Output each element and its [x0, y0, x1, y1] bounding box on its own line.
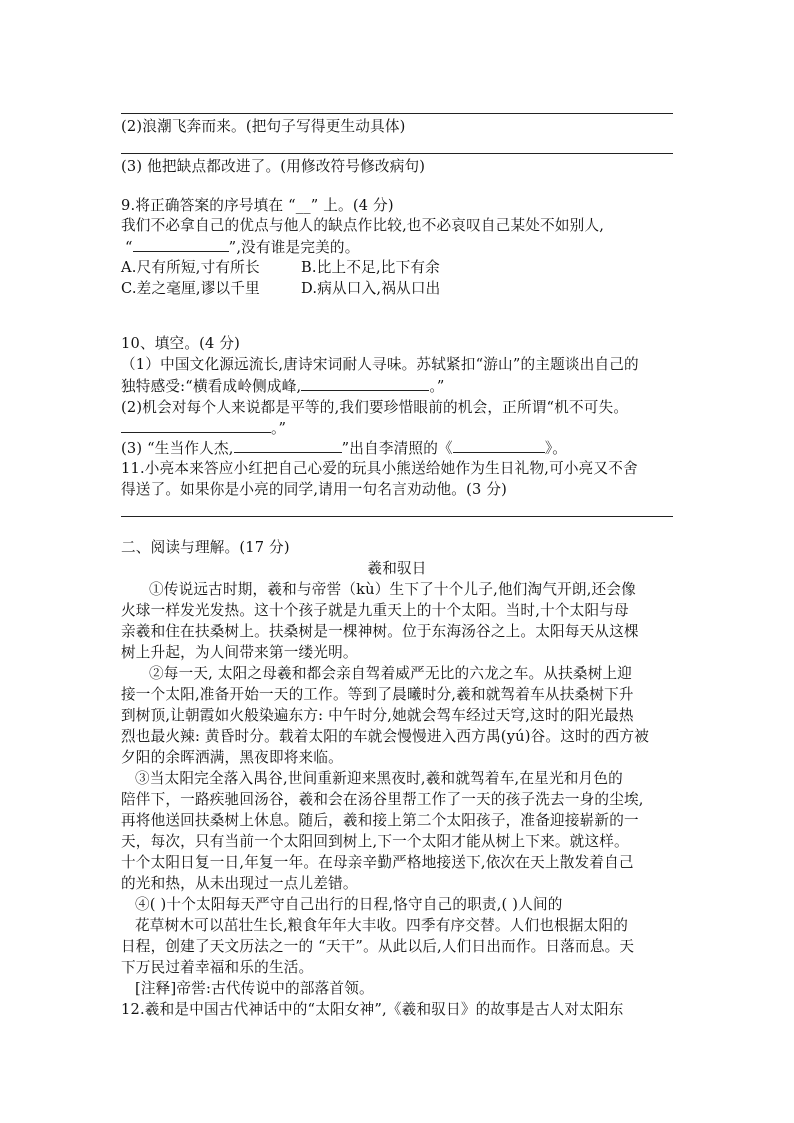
article-line: 天，每次，只有当前一个太阳回到树上,下一个太阳才能从树上下来。就这样。 — [121, 833, 629, 850]
q9-open-quote: “ — [125, 239, 133, 256]
q10-p3-answer-blank-1[interactable] — [234, 438, 342, 453]
q9-option-d: D.病从口入,祸从口出 — [301, 280, 441, 297]
q9-line1: 我们不必拿自己的优点与他人的缺点作比较,也不必哀叹自己某处不如别人, — [121, 217, 605, 234]
article-line: 陪伴下，一路疾驰回汤谷，羲和会在汤谷里帮工作了一天的孩子洗去一身的尘埃, — [121, 791, 644, 808]
q9-close-text: ”,没有谁是完美的。 — [228, 239, 360, 256]
article-note: [注释]帝喾:古代传说中的部落首领。 — [135, 980, 374, 997]
article-line: ②每一天, 太阳之母羲和都会亲自驾着威严无比的六龙之车。从扶桑树上迎 — [149, 665, 633, 682]
article-line: ①传说远古时期，羲和与帝喾（kù）生下了十个儿子,他们淘气开朗,还会像 — [149, 581, 636, 598]
q9-title: 9.将正确答案的序号填在 “__” 上。(4 分) — [121, 197, 394, 214]
q10-title: 10、填空。(4 分) — [121, 335, 241, 352]
q9-option-a: A.尺有所短,寸有所长 — [121, 259, 260, 276]
q8-item2: (2)浪潮飞奔而来。(把句子写得更生动具体) — [121, 118, 406, 135]
q11-line2: 得送了。如果你是小亮的同学,请用一句名言劝动他。(3 分) — [121, 481, 508, 498]
article-line: 夕阳的余晖洒满，黑夜即将来临。 — [121, 749, 343, 766]
article-line: 火球一样发光发热。这十个孩子就是九重天上的十个太阳。当时,十个太阳与母 — [121, 602, 629, 619]
q10-p2-end: 。” — [271, 420, 287, 437]
article-title: 羲和驭日 — [367, 560, 427, 577]
article-line: 下万民过着幸福和乐的生活。 — [121, 959, 314, 976]
q10-p2-line1: (2)机会对每个人来说都是平等的,我们要珍惜眼前的机会，正所谓“机不可失。 — [121, 399, 629, 416]
article-line: 的光和热，从未出现过一点儿差错。 — [121, 875, 358, 892]
q10-p1-text: 独特感受:“横看成岭侧成峰, — [121, 378, 302, 395]
article-line: 亲羲和住在扶桑树上。扶桑树是一棵神树。位于东海汤谷之上。太阳每天从这棵 — [121, 623, 639, 640]
q10-p1-end: 。” — [429, 378, 445, 395]
q10-p1-answer-blank[interactable] — [301, 376, 429, 391]
q10-p3-text-c: 》。 — [544, 440, 568, 457]
q10-p3 — [121, 438, 567, 458]
q10-p1-line2 — [121, 376, 445, 396]
article-line: 十个太阳日复一日,年复一年。在母亲辛勤严格地接送下,依次在天上散发着自己 — [121, 854, 634, 871]
q8-item3: (3) 他把缺点都改进了。(用修改符号修改病句) — [121, 158, 426, 175]
q9-answer-blank[interactable] — [133, 237, 229, 252]
answer-line — [121, 113, 673, 114]
article-line: 再将他送回扶桑树上休息。随后，羲和接上第二个太阳孩子，准备迎接崭新的一 — [121, 812, 639, 829]
q10-p1-line1: （1）中国文化源远流长,唐诗宋词耐人寻味。苏轼紧扣“游山”的主题谈出自己的 — [121, 356, 639, 373]
article-line: ③当太阳完全落入禺谷,世间重新迎来黑夜时,羲和就驾着车,在星光和月色的 — [135, 770, 623, 787]
answer-line — [121, 516, 673, 517]
q11-line1: 11.小亮本来答应小红把自己心爱的玩具小熊送给她作为生日礼物,可小亮又不舍 — [121, 460, 638, 477]
article-line: 接一个太阳,准备开始一天的工作。等到了晨曦时分,羲和就驾着车从扶桑树下升 — [121, 686, 634, 703]
answer-line — [121, 153, 673, 154]
article-line: 花草树木可以茁壮生长,粮食年年大丰收。四季有序交替。人们也根据太阳的 — [135, 917, 629, 934]
q9-option-b: B.比上不足,比下有余 — [301, 259, 440, 276]
q9-option-c: C.差之毫厘,谬以千里 — [121, 280, 260, 297]
q10-p2-line2 — [121, 418, 286, 438]
q10-p2-answer-blank[interactable] — [121, 418, 271, 433]
q10-p3-answer-blank-2[interactable] — [453, 438, 545, 453]
q12-line1: 12.羲和是中国古代神话中的“太阳女神”,《羲和驭日》的故事是古人对太阳东 — [121, 1001, 624, 1018]
section2-heading: 二、阅读与理解。(17 分) — [121, 539, 290, 556]
article-line: ④( )十个太阳每天严守自己出行的日程,恪守自己的职责,( )人间的 — [135, 896, 563, 913]
article-line: 树上升起，为人间带来第一缕光明。 — [121, 644, 358, 661]
q10-p3-text-a: (3) “生当作人杰, — [121, 440, 234, 457]
article-line: 烈也最火辣: 黄昏时分。载着太阳的车就会慢慢进入西方禺(yú)谷。这时的西方被 — [121, 728, 649, 745]
q10-p3-text-b: ”出自李清照的《 — [341, 440, 453, 457]
q9-line2 — [125, 237, 360, 257]
article-line: 到树顶,让朝霞如火般染遍东方: 中午时分,她就会驾车经过天穹,这时的阳光最热 — [121, 707, 634, 724]
article-line: 日程，创建了天文历法之一的 “天干”。从此以后,人们日出而作。日落而息。天 — [121, 938, 635, 955]
